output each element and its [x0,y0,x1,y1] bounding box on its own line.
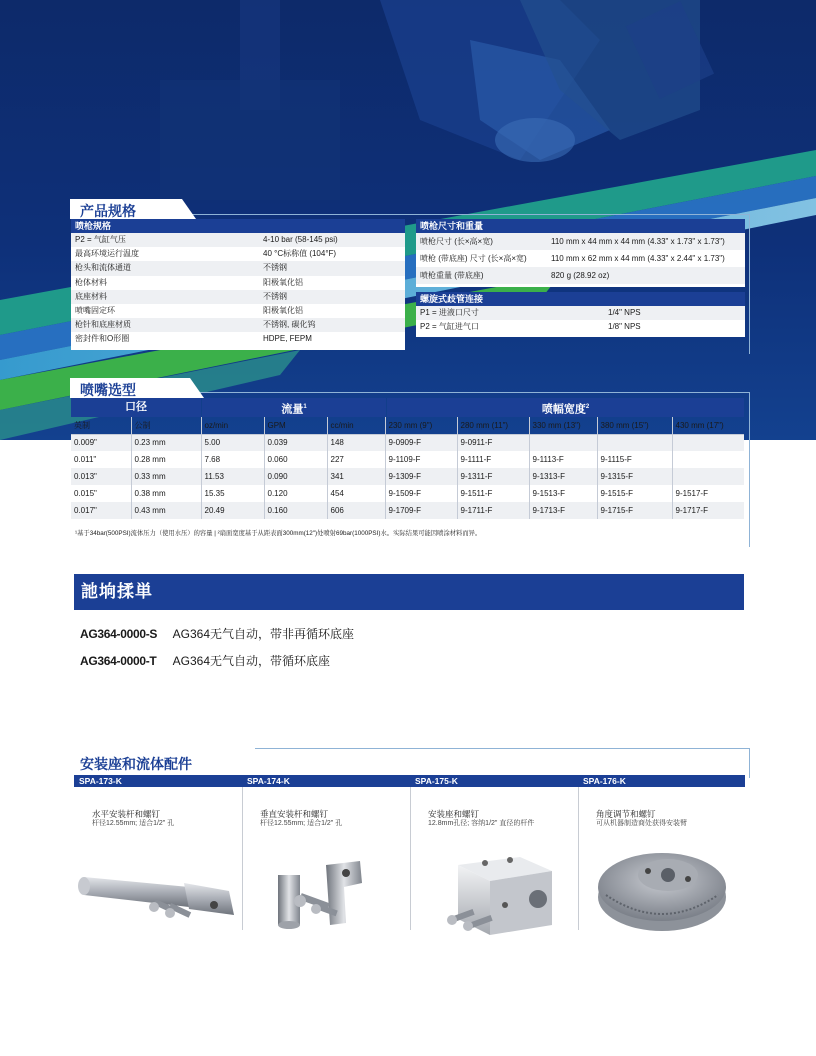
table-cell: 9-1315-F [597,468,672,485]
column-header: oz/min [201,417,264,434]
column-header: cc/min [327,417,385,434]
table-row: P1 = 进液口尺寸 1/4" NPS [416,306,745,320]
table-cell: 15.35 [201,485,264,502]
table-cell: 341 [327,468,385,485]
dimensions-table [416,219,745,287]
table-cell: 0.060 [264,451,327,468]
table-cell: 9-1517-F [672,485,744,502]
column-header: 英制 [71,417,131,434]
table-cell: 9-1717-F [672,502,744,519]
accessory-code: SPA-174-K [247,776,290,786]
table-cell: 606 [327,502,385,519]
table-cell: 20.49 [201,502,264,519]
gun-spec-header: 喷枪规格 [71,219,405,233]
table-row: 枪针和底座材质 不锈钢, 碳化钨 [71,318,405,332]
column-header: 230 mm (9") [385,417,457,434]
accessory-spa-173 [74,775,242,990]
table-cell: 227 [327,451,385,468]
table-row [71,468,744,485]
table-cell: 9-1711-F [457,502,529,519]
table-cell [529,434,597,451]
table-cell: 0.43 mm [131,502,201,519]
accessory-code: SPA-176-K [583,776,626,786]
table-row [71,485,744,502]
horizontal-mount-rod-image [74,835,242,935]
table-row: P2 = 气缸气压 4-10 bar (58-145 psi) [71,233,405,247]
table-cell: 0.23 mm [131,434,201,451]
column-header: 280 mm (11") [457,417,529,434]
angle-adjuster-image [578,835,746,935]
accessory-desc: 12.8mm孔径; 容纳1/2" 直径的杆件 [428,820,535,827]
table-cell: 454 [327,485,385,502]
part-number: AG364-0000-T [80,654,157,668]
table-row: 密封件和O形圈 HDPE, FEPM [75,334,312,344]
gun-spec-table [71,219,405,350]
table-row: P2 = 气缸进气口 1/8" NPS [420,322,641,332]
nozzle-footnote: ¹基于34bar(500PSI)流体压力（使用水压）的容量 | ²扇面宽度基于从距表面300mm(12")处喷射69bar(1000PSI)水。实际结果可能因喷涂材料而异。 [75,530,482,537]
table-cell: 9-1313-F [529,468,597,485]
table-cell: 148 [327,434,385,451]
manifold-header: 螺旋式歧管连接 [416,292,745,306]
column-header: 430 mm (17") [672,417,744,434]
table-row: 喷枪尺寸 (长×高×宽) 110 mm x 44 mm x 44 mm (4.33" x 1.73" x 1.73") [416,233,745,250]
table-cell: 9-1509-F [385,485,457,502]
table-cell: 0.160 [264,502,327,519]
flow-group-header: 流量$^1$ [202,398,386,417]
part-number: AG364-0000-S [80,627,158,641]
column-header: GPM [264,417,327,434]
ordering-title: 訑垧揉単 [74,574,744,610]
table-row: 喷枪重量 (带底座) 820 g (28.92 oz) [416,267,745,284]
table-row [71,451,744,468]
table-cell: 0.120 [264,485,327,502]
column-header: 330 mm (13") [529,417,597,434]
vertical-mount-rod-image [242,835,410,935]
accessory-code: SPA-175-K [415,776,458,786]
table-row: 喷嘴固定环 阳极氧化铝 [75,305,303,315]
accessory-name: 垂直安装杆和螺钉 [260,809,329,819]
table-cell: 0.38 mm [131,485,201,502]
table-cell [672,468,744,485]
table-cell: 9-1113-F [529,451,597,468]
table-row [71,434,744,451]
accessory-spa-174 [242,775,410,990]
accessory-desc: 杆径12.55mm; 适合1/2" 孔 [260,820,343,827]
table-row: 喷枪 (带底座) 尺寸 (长×高×宽) 110 mm x 62 mm x 44 mm (4.33" x 2.44" x 1.73") [420,254,725,263]
nozzle-column-headers [71,417,744,434]
table-cell: 9-1115-F [597,451,672,468]
table-cell: 0.33 mm [131,468,201,485]
table-cell: 9-1109-F [385,451,457,468]
order-item [80,652,330,669]
table-cell: 9-1515-F [597,485,672,502]
accessory-desc: 杆径12.55mm; 适合1/2" 孔 [92,820,175,827]
table-cell: 11.53 [201,468,264,485]
table-row: 底座材料 不锈钢 [71,290,405,304]
accessories-section-frame [255,748,750,778]
dimensions-header: 喷枪尺寸和重量 [416,219,745,233]
column-header: 380 mm (15") [597,417,672,434]
fan-width-group-header: 喷幅宽度$^2$ [387,398,744,417]
accessory-code: SPA-173-K [79,776,122,786]
table-cell: 9-1111-F [457,451,529,468]
accessory-spa-176 [578,775,746,990]
table-cell: 9-0909-F [385,434,457,451]
table-cell: 0.009" [71,434,131,451]
table-cell: 0.013" [71,468,131,485]
table-cell [597,434,672,451]
accessory-desc: 可从机器制造商处获得安装臂 [596,820,687,827]
table-cell: 0.090 [264,468,327,485]
accessory-name: 角度调节和螺钉 [596,809,656,819]
table-cell: 0.039 [264,434,327,451]
table-cell: 0.28 mm [131,451,201,468]
table-cell: 9-1709-F [385,502,457,519]
manifold-table [416,292,745,337]
table-cell: 9-1513-F [529,485,597,502]
order-item [80,625,354,642]
table-cell: 7.68 [201,451,264,468]
table-row: 枪头和流体通道 不锈钢 [71,261,405,275]
table-cell: 9-1713-F [529,502,597,519]
table-row [71,502,744,519]
accessories-section-title: 安装座和流体配件 [70,752,245,772]
mount-block-image [410,835,578,935]
spec-section-title: 产品规格 [70,199,182,219]
table-cell: 9-1309-F [385,468,457,485]
table-cell: 0.011" [74,455,97,464]
table-row: 最高环境运行温度 40 °C标称值 (104°F) [75,249,337,259]
orifice-group-header: 口径 [71,398,201,417]
table-cell [672,451,744,468]
part-description: AG364无气自动，带非再循环底座 [172,627,355,641]
table-row: 枪体材料 阳极氧化铝 [75,277,303,287]
accessory-name: 安装座和螺钉 [428,809,480,819]
table-cell: 9-1715-F [597,502,672,519]
column-header: 公制 [131,417,201,434]
table-cell: 9-1511-F [457,485,529,502]
accessory-spa-175 [410,775,578,990]
table-cell: 9-0911-F [457,434,529,451]
part-description: AG364无气自动，带循环底座 [172,654,331,668]
nozzle-table [71,417,744,519]
table-cell [672,434,744,451]
table-cell: 9-1311-F [457,468,529,485]
table-cell: 0.017" [71,502,131,519]
accessory-name: 水平安装杆和螺钉 [92,809,161,819]
table-cell: 0.015" [74,489,97,498]
table-cell: 5.00 [201,434,264,451]
nozzle-section-title: 喷嘴选型 [70,378,190,398]
